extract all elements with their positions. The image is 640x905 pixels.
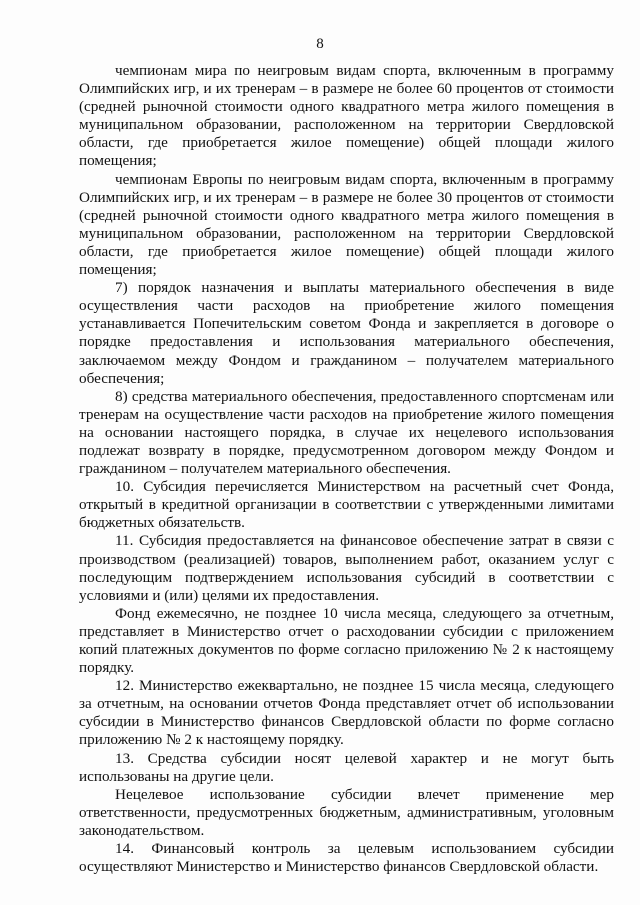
paragraph-clause-10: 10. Субсидия перечисляется Министерством на расчетный счет Фонда, открытый в кредитной организации в соответствии с утвержденными лимитами бюджетных обязательств.	[79, 478, 614, 532]
paragraph-europe-champions: чемпионам Европы по неигровым видам спорта, включенным в программу Олимпийских игр, и их тренерам – в размере не более 30 процентов от стоимости (средней рыночной стоимости одного квадратного метра жилого помещения в муниципальном образовании, расположенном на территории Свердловской области, где приобретается жилое помещение) общей площади жилого помещения;	[79, 170, 614, 279]
paragraph-world-champions: чемпионам мира по неигровым видам спорта, включенным в программу Олимпийских игр, и их тренерам – в размере не более 60 процентов от стоимости (средней рыночной стоимости одного квадратного метра жилого помещения в муниципальном образовании, расположенном на территории Свердловской области, где приобретается жилое помещение) общей площади жилого помещения;	[79, 62, 614, 170]
paragraph-monthly-report: Фонд ежемесячно, не позднее 10 числа месяца, следующего за отчетным, представляет в Министерство отчет о расходовании субсидии с приложением копий платежных документов по форме согласно приложению № 2 к настоящему порядку.	[79, 604, 614, 677]
paragraph-item-8: 8) средства материального обеспечения, предоставленного спортсменам или тренерам на осуществление части расходов на приобретение жилого помещения на основании настоящего порядка, в случае их нецелевого использования подлежат возврату в порядке, предусмотренном договором между Фондом и гражданином – получателем материального обеспечения.	[79, 387, 614, 478]
paragraph-clause-12: 12. Министерство ежеквартально, не позднее 15 числа месяца, следующего за отчетным, на основании отчетов Фонда представляет отчет об использовании субсидии в Министерство финансов Свердловской области по форме согласно приложению № 2 к настоящему порядку.	[79, 677, 614, 749]
paragraph-clause-14: 14. Финансовый контроль за целевым использованием субсидии осуществляют Министерство и Министерство финансов Свердловской области.	[79, 840, 614, 876]
document-body	[79, 62, 614, 876]
paragraph-misuse-liability: Нецелевое использование субсидии влечет применение мер ответственности, предусмотренных бюджетным, административным, уголовным законодательством.	[79, 785, 614, 839]
paragraph-clause-11: 11. Субсидия предоставляется на финансовое обеспечение затрат в связи с производством (реализацией) товаров, выполнением работ, оказанием услуг с последующим подтверждением использования субсидий в соответствии с условиями и (или) целями их предоставления.	[79, 532, 614, 604]
page-number: 8	[316, 36, 324, 52]
paragraph-item-7: 7) порядок назначения и выплаты материального обеспечения в виде осуществления части расходов на приобретение жилого помещения устанавливается Попечительским советом Фонда и закрепляется в договоре о порядке предоставления и использования материального обеспечения, заключаемом между Фондом и гражданином – получателем материального обеспечения;	[79, 279, 614, 387]
paragraph-clause-13: 13. Средства субсидии носят целевой характер и не могут быть использованы на другие цели.	[79, 749, 614, 785]
